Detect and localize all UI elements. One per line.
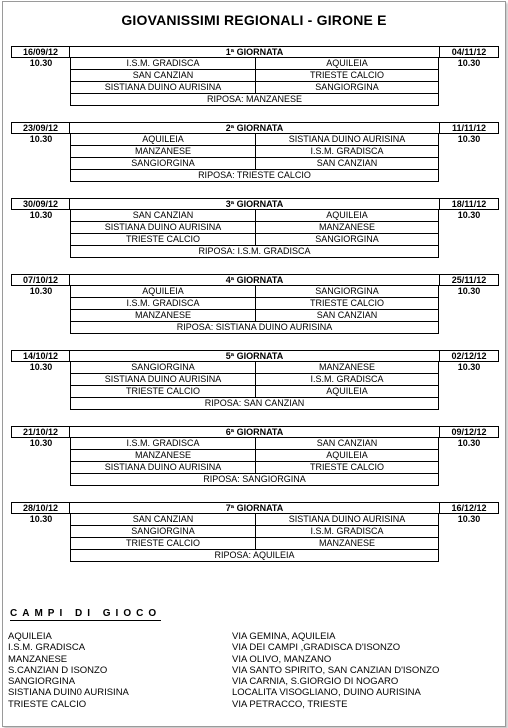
home-team: TRIESTE CALCIO <box>70 386 255 398</box>
round-block <box>11 350 499 410</box>
venue-row <box>8 676 498 687</box>
round-header-row <box>11 46 499 58</box>
home-team: SAN CANZIAN <box>70 70 255 82</box>
venues-list <box>8 631 498 710</box>
home-team: SAN CANZIAN <box>70 210 255 222</box>
home-team: TRIESTE CALCIO <box>70 234 255 246</box>
venue-address: LOCALITA VISOGLIANO, DUINO AURISINA <box>232 687 421 699</box>
venue-address: VIA OLIVO, MANZANO <box>232 653 332 665</box>
round-header-row <box>11 502 499 514</box>
home-team: TRIESTE CALCIO <box>70 538 255 550</box>
match-row <box>11 82 499 94</box>
away-team: TRIESTE CALCIO <box>255 462 439 474</box>
match-row <box>11 222 499 234</box>
time-right: 10.30 <box>457 438 481 448</box>
home-team: I.S.M. GRADISCA <box>70 58 255 70</box>
home-team: AQUILEIA <box>70 134 255 146</box>
round-label: 1ª GIORNATA <box>70 46 439 58</box>
away-team: SANGIORGINA <box>255 82 439 94</box>
away-team: SAN CANZIAN <box>255 310 439 322</box>
match-row <box>11 310 499 322</box>
away-team: AQUILEIA <box>255 386 439 398</box>
match-row <box>11 58 499 70</box>
rest-row <box>11 322 499 334</box>
home-team: I.S.M. GRADISCA <box>70 438 255 450</box>
home-team: SISTIANA DUINO AURISINA <box>70 82 255 94</box>
round-label: 4ª GIORNATA <box>70 274 439 286</box>
home-team: I.S.M. GRADISCA <box>70 298 255 310</box>
round-label: 3ª GIORNATA <box>70 198 439 210</box>
date-left: 23/09/12 <box>11 122 70 134</box>
venue-row <box>8 642 498 653</box>
time-right: 10.30 <box>457 514 481 524</box>
round-label: 6ª GIORNATA <box>70 426 439 438</box>
match-row <box>11 286 499 298</box>
venue-address: VIA CARNIA, S.GIORGIO DI NOGARO <box>232 676 399 688</box>
away-team: MANZANESE <box>255 362 439 374</box>
venue-address: VIA SANTO SPIRITO, SAN CANZIAN D'ISONZO <box>232 664 440 676</box>
venue-team: TRIESTE CALCIO <box>8 698 87 710</box>
away-team: SISTIANA DUINO AURISINA <box>255 514 439 526</box>
away-team: MANZANESE <box>255 538 439 550</box>
document-page <box>2 1 506 727</box>
venue-row <box>8 654 498 665</box>
venue-address: VIA GEMINA, AQUILEIA <box>232 631 336 642</box>
away-team: MANZANESE <box>255 222 439 234</box>
match-row <box>11 450 499 462</box>
venue-address: VIA PETRACCO, TRIESTE <box>232 698 348 710</box>
away-team: SAN CANZIAN <box>255 438 439 450</box>
home-team: SANGIORGINA <box>70 362 255 374</box>
time-right: 10.30 <box>457 58 481 68</box>
venue-team: SISTIANA DUIN0 AURISINA <box>8 687 129 699</box>
round-block <box>11 426 499 486</box>
match-row <box>11 134 499 146</box>
date-right: 02/12/12 <box>439 350 499 362</box>
match-row <box>11 438 499 450</box>
date-left: 07/10/12 <box>11 274 70 286</box>
home-team: SANGIORGINA <box>70 158 255 170</box>
rest-row <box>11 550 499 562</box>
home-team: MANZANESE <box>70 450 255 462</box>
round-header-row <box>11 350 499 362</box>
venue-row <box>8 665 498 676</box>
date-right: 04/11/12 <box>439 46 499 58</box>
time-right: 10.30 <box>457 210 481 220</box>
venue-row <box>8 687 498 698</box>
home-team: SANGIORGINA <box>70 526 255 538</box>
rest-row <box>11 246 499 258</box>
venue-team: MANZANESE <box>8 653 68 665</box>
round-block <box>11 46 499 106</box>
time-left: 10.30 <box>29 134 53 144</box>
match-row <box>11 146 499 158</box>
match-row <box>11 462 499 474</box>
date-right: 18/11/12 <box>439 198 499 210</box>
rest-team: RIPOSA: SAN CANZIAN <box>70 398 439 410</box>
match-row <box>11 538 499 550</box>
venue-address: VIA DEI CAMPI ,GRADISCA D'ISONZO <box>232 642 401 654</box>
rest-team: RIPOSA: MANZANESE <box>70 94 439 106</box>
round-header-row <box>11 274 499 286</box>
time-left: 10.30 <box>29 58 53 68</box>
match-row <box>11 158 499 170</box>
match-row <box>11 70 499 82</box>
home-team: SISTIANA DUINO AURISINA <box>70 222 255 234</box>
round-label: 7ª GIORNATA <box>70 502 439 514</box>
round-header-row <box>11 198 499 210</box>
match-row <box>11 362 499 374</box>
venue-team: SANGIORGINA <box>8 676 76 688</box>
round-block <box>11 274 499 334</box>
home-team: SISTIANA DUINO AURISINA <box>70 462 255 474</box>
venue-row <box>8 699 498 710</box>
away-team: I.S.M. GRADISCA <box>255 374 439 386</box>
date-left: 28/10/12 <box>11 502 70 514</box>
page-title: GIOVANISSIMI REGIONALI - GIRONE E <box>121 12 387 28</box>
match-row <box>11 526 499 538</box>
time-left: 10.30 <box>29 362 53 372</box>
venue-team: I.S.M. GRADISCA <box>8 642 86 654</box>
time-right: 10.30 <box>457 362 481 372</box>
date-left: 30/09/12 <box>11 198 70 210</box>
match-row <box>11 374 499 386</box>
away-team: I.S.M. GRADISCA <box>255 526 439 538</box>
rest-row <box>11 474 499 486</box>
match-row <box>11 298 499 310</box>
time-left: 10.30 <box>29 514 53 524</box>
away-team: TRIESTE CALCIO <box>255 298 439 310</box>
home-team: MANZANESE <box>70 310 255 322</box>
home-team: MANZANESE <box>70 146 255 158</box>
away-team: I.S.M. GRADISCA <box>255 146 439 158</box>
match-row <box>11 386 499 398</box>
away-team: SANGIORGINA <box>255 286 439 298</box>
home-team: SAN CANZIAN <box>70 514 255 526</box>
rest-team: RIPOSA: SANGIORGINA <box>70 474 439 486</box>
away-team: AQUILEIA <box>255 210 439 222</box>
home-team: SISTIANA DUINO AURISINA <box>70 374 255 386</box>
away-team: SISTIANA DUINO AURISINA <box>255 134 439 146</box>
date-left: 21/10/12 <box>11 426 70 438</box>
date-right: 25/11/12 <box>439 274 499 286</box>
rest-team: RIPOSA: SISTIANA DUINO AURISINA <box>70 322 439 334</box>
round-block <box>11 122 499 182</box>
venue-team: AQUILEIA <box>8 631 52 642</box>
rest-row <box>11 94 499 106</box>
time-left: 10.30 <box>29 438 53 448</box>
away-team: AQUILEIA <box>255 450 439 462</box>
rest-team: RIPOSA: I.S.M. GRADISCA <box>70 246 439 258</box>
round-block <box>11 502 499 562</box>
rest-row <box>11 170 499 182</box>
home-team: AQUILEIA <box>70 286 255 298</box>
round-label: 5ª GIORNATA <box>70 350 439 362</box>
time-right: 10.30 <box>457 286 481 296</box>
rest-team: RIPOSA: AQUILEIA <box>70 550 439 562</box>
match-row <box>11 210 499 222</box>
date-right: 09/12/12 <box>439 426 499 438</box>
away-team: AQUILEIA <box>255 58 439 70</box>
round-block <box>11 198 499 258</box>
away-team: TRIESTE CALCIO <box>255 70 439 82</box>
venue-row <box>8 631 498 642</box>
time-left: 10.30 <box>29 210 53 220</box>
round-label: 2ª GIORNATA <box>70 122 439 134</box>
date-left: 14/10/12 <box>11 350 70 362</box>
date-right: 11/11/12 <box>439 122 499 134</box>
match-row <box>11 514 499 526</box>
venues-title: CAMPI DI GIOCO <box>10 608 162 619</box>
round-header-row <box>11 122 499 134</box>
time-right: 10.30 <box>457 134 481 144</box>
away-team: SANGIORGINA <box>255 234 439 246</box>
rest-team: RIPOSA: TRIESTE CALCIO <box>70 170 439 182</box>
round-header-row <box>11 426 499 438</box>
date-left: 16/09/12 <box>11 46 70 58</box>
match-row <box>11 234 499 246</box>
venue-team: S.CANZIAN D ISONZO <box>8 664 108 676</box>
rest-row <box>11 398 499 410</box>
away-team: SAN CANZIAN <box>255 158 439 170</box>
time-left: 10.30 <box>29 286 53 296</box>
date-right: 16/12/12 <box>439 502 499 514</box>
